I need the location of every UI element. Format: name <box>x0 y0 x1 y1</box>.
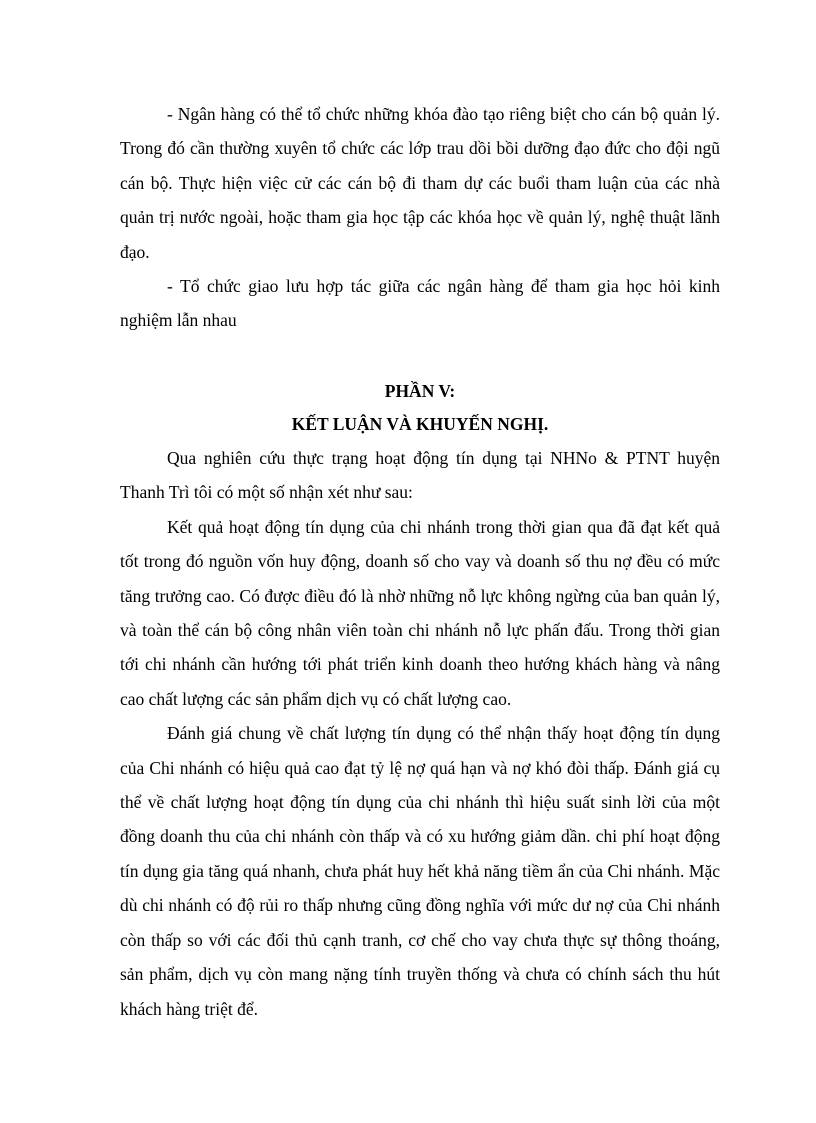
section-title: KẾT LUẬN VÀ KHUYẾN NGHỊ. <box>291 414 549 434</box>
section-number: PHẦN V: <box>384 381 456 401</box>
intro-section <box>120 97 720 338</box>
paragraph: Kết quả hoạt động tín dụng của chi nhánh trong thời gian qua đã đạt kết quả tốt trong đó nguồn vốn huy động, doanh số cho vay và doanh số thu nợ đều có mức tăng trưởng cao. Có được điều đó là nhờ những nỗ lực không ngừng của ban quản lý, và toàn thể cán bộ công nhân viên toàn chi nhánh nỗ lực phấn đấu. Trong thời gian tới chi nhánh cần hướng tới phát triển kinh doanh theo hướng khách hàng và nâng cao chất lượng các sản phẩm dịch vụ có chất lượng cao. <box>120 516 720 709</box>
conclusion-section <box>120 441 720 1026</box>
paragraph: - Tổ chức giao lưu hợp tác giữa các ngân hàng để tham gia học hỏi kinh nghiệm lẫn nhau <box>120 276 720 331</box>
paragraph: - Ngân hàng có thể tổ chức những khóa đào tạo riêng biệt cho cán bộ quản lý. Trong đó cần thường xuyên tổ chức các lớp trau dồi bồi dưỡng đạo đức cho đội ngũ cán bộ. Thực hiện việc cử các cán bộ đi tham dự các buổi tham luận của các nhà quản trị nước ngoài, hoặc tham gia học tập các khóa học về quản lý, nghệ thuật lãnh đạo. <box>120 104 720 262</box>
paragraph: Qua nghiên cứu thực trạng hoạt động tín dụng tại NHNo & PTNT huyện Thanh Trì tôi có một số nhận xét như sau: <box>120 448 720 503</box>
paragraph: Đánh giá chung về chất lượng tín dụng có thể nhận thấy hoạt động tín dụng của Chi nhánh có hiệu quả cao đạt tỷ lệ nợ quá hạn và nợ khó đòi thấp. Đánh giá cụ thể về chất lượng hoạt động tín dụng của chi nhánh thì hiệu suất sinh lời của một đồng doanh thu của chi nhánh còn thấp và có xu hướng giảm dần. chi phí hoạt động tín dụng gia tăng quá nhanh, chưa phát huy hết khả năng tiềm ẩn của Chi nhánh. Mặc dù chi nhánh có độ rủi ro thấp nhưng cũng đồng nghĩa với mức dư nợ của Chi nhánh còn thấp so với các đối thủ cạnh tranh, cơ chế cho vay chưa thực sự thông thoáng, sản phẩm, dịch vụ còn mang nặng tính truyền thống và chưa có chính sách thu hút khách hàng triệt để. <box>120 723 720 1019</box>
